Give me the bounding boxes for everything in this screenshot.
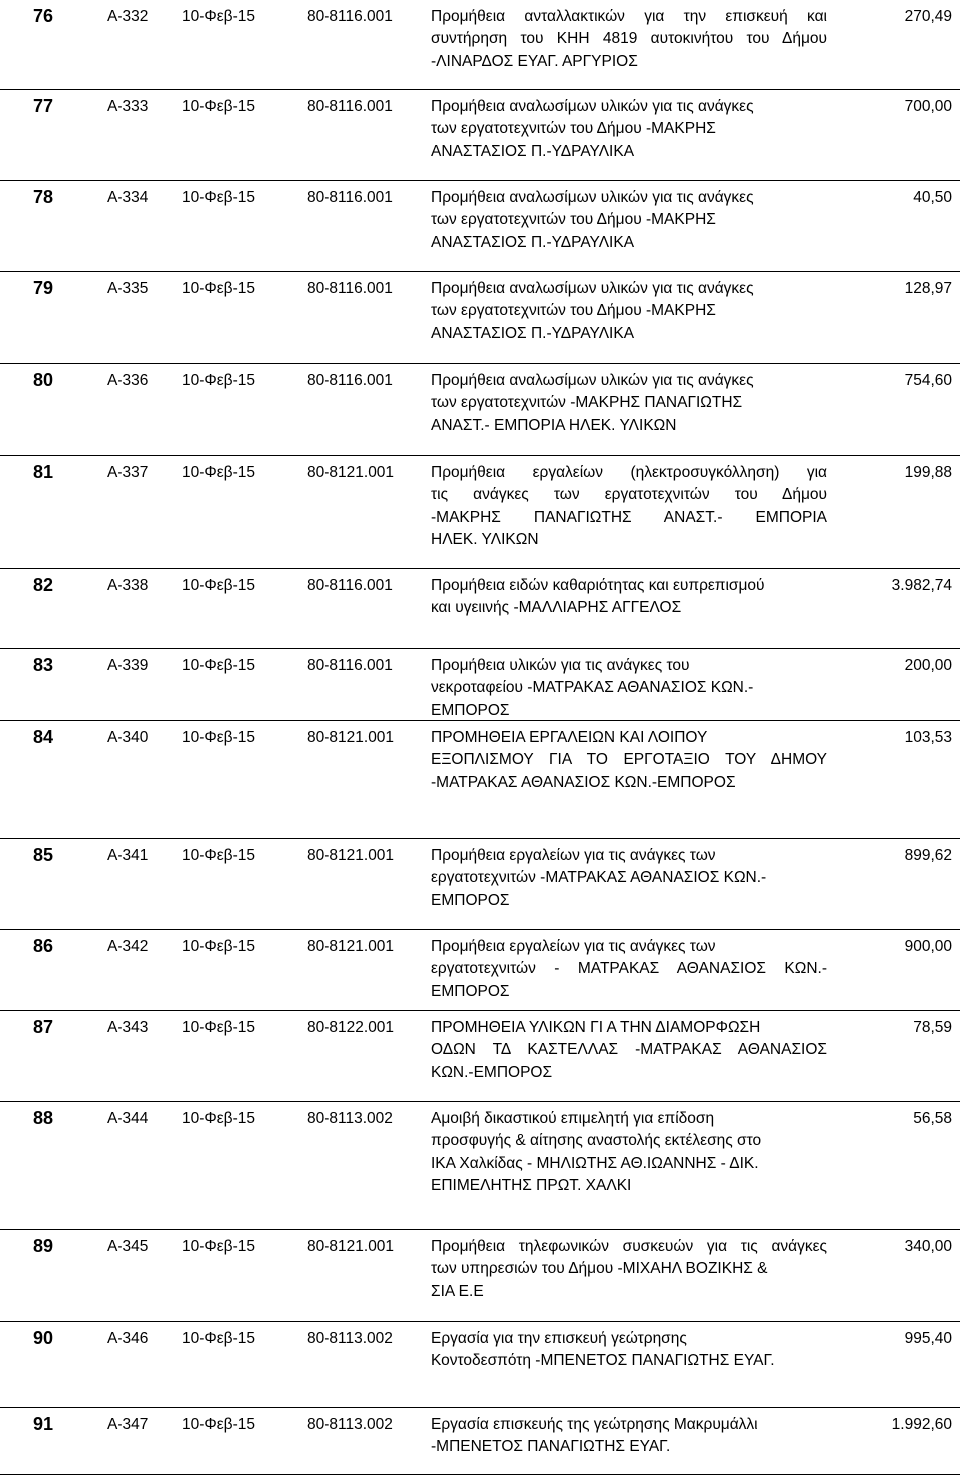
row-number: 80 [33,370,54,390]
description-line: Προμήθεια υλικών για τις ανάγκες του [431,657,690,674]
description-line: ΠΡΟΜΗΘΕΙΑ ΕΡΓΑΛΕΙΩΝ ΚΑΙ ΛΟΙΠΟΥ [431,729,708,746]
description-line: Κοντοδεσπότη -ΜΠΕΝΕΤΟΣ ΠΑΝΑΓΙΩΤΗΣ ΕΥΑΓ. [431,1352,775,1370]
amount: 3.982,74 [891,577,952,594]
description [431,6,831,73]
row-number: 84 [33,727,54,747]
issue-date: 10-Φεβ-15 [182,8,255,25]
table-row [0,838,960,929]
description [431,575,831,620]
issue-date: 10-Φεβ-15 [182,189,255,206]
description-line: Προμήθεια ανταλλακτικών για την επισκευή και [431,8,827,25]
budget-code: 80-8113.002 [307,1416,393,1433]
description-line: -ΜΠΕΝΕΤΟΣ ΠΑΝΑΓΙΩΤΗΣ ΕΥΑΓ. [431,1438,671,1456]
budget-code: 80-8113.002 [307,1330,393,1347]
description [431,1328,831,1373]
reference-code: Α-333 [107,98,149,115]
description-line: -ΛΙΝΑΡΔΟΣ ΕΥΑΓ. ΑΡΓΥΡΙΟΣ [431,52,638,70]
description-line: ΑΝΑΣΤΑΣΙΟΣ Π.-ΥΔΡΑΥΛΙΚΑ [431,233,635,251]
description-line: -ΜΑΚΡΗΣ ΠΑΝΑΓΙΩΤΗΣ ΑΝΑΣΤ.- ΕΜΠΟΡΙΑ [431,508,827,526]
description-line: Αμοιβή δικαστικού επιμελητή για επίδοση [431,1110,715,1127]
amount: 128,97 [904,280,952,297]
budget-code: 80-8116.001 [307,280,393,297]
row-number: 86 [33,936,54,956]
amount: 200,00 [904,657,952,674]
amount: 899,62 [904,847,952,864]
table-row [0,1101,960,1229]
reference-code: Α-334 [107,189,149,206]
description-line: ΑΝΑΣΤΑΣΙΟΣ Π.-ΥΔΡΑΥΛΙΚΑ [431,324,635,342]
issue-date: 10-Φεβ-15 [182,372,255,389]
description-line: ΙΚΑ Χαλκίδας - ΜΗΛΙΩΤΗΣ ΑΘ.ΙΩΑΝΝΗΣ - ΔΙΚ. [431,1154,759,1172]
budget-code: 80-8116.001 [307,8,393,25]
reference-code: Α-347 [107,1416,149,1433]
issue-date: 10-Φεβ-15 [182,98,255,115]
table-row [0,648,960,720]
budget-code: 80-8116.001 [307,577,393,594]
description-line: Προμήθεια ειδών καθαριότητας και ευπρεπισμού [431,577,765,594]
description-line: ΕΠΙΜΕΛΗΤΗΣ ΠΡΩΤ. ΧΑΛΚΙ [431,1177,632,1195]
budget-code: 80-8116.001 [307,98,393,115]
amount: 700,00 [904,98,952,115]
description-line: Προμήθεια αναλωσίμων υλικών για τις ανάγκες [431,280,754,297]
table-row [0,1229,960,1321]
issue-date: 10-Φεβ-15 [182,1019,255,1036]
issue-date: 10-Φεβ-15 [182,938,255,955]
description [431,727,831,794]
description [431,655,831,722]
description-line: Προμήθεια αναλωσίμων υλικών για τις ανάγκες [431,372,754,389]
description-line: των εργατοτεχνιτών του Δήμου -ΜΑΚΡΗΣ [431,302,716,320]
table-row [0,363,960,455]
table-row [0,89,960,180]
table-row [0,720,960,838]
description-line: ΠΡΟΜΗΘΕΙΑ ΥΛΙΚΩΝ ΓΙ Α ΤΗΝ ΔΙΑΜΟΡΦΩΣΗ [431,1019,761,1036]
issue-date: 10-Φεβ-15 [182,464,255,481]
description-line: Προμήθεια εργαλείων για τις ανάγκες των [431,938,716,955]
row-number: 90 [33,1328,54,1348]
amount: 103,53 [904,729,952,746]
budget-code: 80-8121.001 [307,938,395,955]
issue-date: 10-Φεβ-15 [182,729,255,746]
description-line: ΕΞΟΠΛΙΣΜΟΥ ΓΙΑ ΤΟ ΕΡΓΟΤΑΞΙΟ ΤΟΥ ΔΗΜΟΥ [431,751,827,769]
description-line: Προμήθεια αναλωσίμων υλικών για τις ανάγκες [431,98,754,115]
table-row [0,180,960,271]
issue-date: 10-Φεβ-15 [182,1330,255,1347]
description-line: των εργατοτεχνιτών του Δήμου -ΜΑΚΡΗΣ [431,211,716,229]
reference-code: Α-340 [107,729,149,746]
reference-code: Α-338 [107,577,149,594]
budget-code: 80-8116.001 [307,189,393,206]
row-number: 78 [33,187,54,207]
reference-code: Α-342 [107,938,149,955]
description-line: και υγειινής -ΜΑΛΛΙΑΡΗΣ ΑΓΓΕΛΟΣ [431,599,682,617]
row-number: 87 [33,1017,54,1037]
reference-code: Α-339 [107,657,149,674]
description-line: εργατοτεχνιτών - ΜΑΤΡΑΚΑΣ ΑΘΑΝΑΣΙΟΣ ΚΩΝ.- [431,960,827,978]
table-row [0,1010,960,1101]
table-row [0,1321,960,1407]
table-row [0,929,960,1010]
description-line: των υπηρεσιών του Δήμου -ΜΙΧΑΗΛ ΒΟΖΙΚΗΣ & [431,1260,768,1278]
issue-date: 10-Φεβ-15 [182,1238,255,1255]
description-line: ΗΛΕΚ. ΥΛΙΚΩΝ [431,531,539,549]
description-line: -ΜΑΤΡΑΚΑΣ ΑΘΑΝΑΣΙΟΣ ΚΩΝ.-ΕΜΠΟΡΟΣ [431,773,736,791]
table-row [0,271,960,363]
amount: 40,50 [913,189,952,206]
table-row [0,0,960,89]
description-line: Προμήθεια τηλεφωνικών συσκευών για τις ανάγκες [431,1238,827,1255]
description [431,845,831,912]
reference-code: Α-346 [107,1330,149,1347]
reference-code: Α-343 [107,1019,149,1036]
description-line: Προμήθεια αναλωσίμων υλικών για τις ανάγκες [431,189,754,206]
description-line: ΑΝΑΣΤ.- ΕΜΠΟΡΙΑ ΗΛΕΚ. ΥΛΙΚΩΝ [431,416,677,434]
description-line: εργατοτεχνιτών -ΜΑΤΡΑΚΑΣ ΑΘΑΝΑΣΙΟΣ ΚΩΝ.- [431,869,767,887]
row-number: 83 [33,655,54,675]
description-line: Προμήθεια εργαλείων για τις ανάγκες των [431,847,716,864]
reference-code: Α-332 [107,8,149,25]
budget-code: 80-8113.002 [307,1110,393,1127]
description-line: νεκροταφείου -ΜΑΤΡΑΚΑΣ ΑΘΑΝΑΣΙΟΣ ΚΩΝ.- [431,679,754,697]
amount: 754,60 [904,372,952,389]
amount: 78,59 [913,1019,952,1036]
issue-date: 10-Φεβ-15 [182,577,255,594]
reference-code: Α-335 [107,280,149,297]
description [431,187,831,254]
row-number: 77 [33,96,54,116]
amount: 900,00 [904,938,952,955]
description-line: Εργασία για την επισκευή γεώτρησης [431,1330,687,1347]
table-row [0,1407,960,1475]
issue-date: 10-Φεβ-15 [182,847,255,864]
description [431,936,831,1003]
description-line: ΣΙΑ Ε.Ε [431,1282,484,1300]
amount: 340,00 [904,1238,952,1255]
reference-code: Α-344 [107,1110,149,1127]
row-number: 91 [33,1414,54,1434]
description-line: τις ανάγκες των εργατοτεχνιτών του Δήμου [431,486,827,504]
reference-code: Α-337 [107,464,149,481]
description-line: ΚΩΝ.-ΕΜΠΟΡΟΣ [431,1063,553,1081]
description-line: ΕΜΠΟΡΟΣ [431,982,510,1000]
description-line: ΕΜΠΟΡΟΣ [431,891,510,909]
row-number: 85 [33,845,54,865]
budget-code: 80-8121.001 [307,847,395,864]
description-line: των εργατοτεχνιτών -ΜΑΚΡΗΣ ΠΑΝΑΓΙΩΤΗΣ [431,394,743,412]
description [431,1017,831,1084]
reference-code: Α-336 [107,372,149,389]
description [431,1236,831,1303]
description-line: ΑΝΑΣΤΑΣΙΟΣ Π.-ΥΔΡΑΥΛΙΚΑ [431,142,635,160]
description [431,370,831,437]
row-number: 76 [33,6,54,26]
row-number: 79 [33,278,54,298]
description-line: των εργατοτεχνιτών του Δήμου -ΜΑΚΡΗΣ [431,120,716,138]
description [431,462,831,552]
row-number: 89 [33,1236,54,1256]
budget-code: 80-8116.001 [307,657,393,674]
budget-code: 80-8121.001 [307,464,395,481]
budget-code: 80-8116.001 [307,372,393,389]
description-line: συντήρηση του ΚΗΗ 4819 αυτοκινήτου του Δήμου [431,30,827,48]
table-row [0,455,960,568]
description [431,1414,831,1459]
description [431,96,831,163]
issue-date: 10-Φεβ-15 [182,657,255,674]
description-line: ΕΜΠΟΡΟΣ [431,701,510,719]
reference-code: Α-341 [107,847,149,864]
issue-date: 10-Φεβ-15 [182,1110,255,1127]
row-number: 88 [33,1108,54,1128]
table-row [0,568,960,648]
description-line: προσφυγής & αίτησης αναστολής εκτέλεσης στο [431,1132,762,1150]
budget-code: 80-8121.001 [307,1238,395,1255]
amount: 56,58 [913,1110,952,1127]
description [431,278,831,345]
budget-code: 80-8121.001 [307,729,395,746]
description-line: ΟΔΩΝ ΤΔ ΚΑΣΤΕΛΛΑΣ -ΜΑΤΡΑΚΑΣ ΑΘΑΝΑΣΙΟΣ [431,1041,827,1059]
budget-code: 80-8122.001 [307,1019,395,1036]
amount: 1.992,60 [891,1416,952,1433]
row-number: 81 [33,462,54,482]
issue-date: 10-Φεβ-15 [182,280,255,297]
amount: 995,40 [904,1330,952,1347]
issue-date: 10-Φεβ-15 [182,1416,255,1433]
description-line: Προμήθεια εργαλείων (ηλεκτροσυγκόλληση) για [431,464,827,481]
amount: 199,88 [904,464,952,481]
row-number: 82 [33,575,54,595]
description-line: Εργασία επισκευής της γεώτρησης Μακρυμάλλι [431,1416,758,1433]
amount: 270,49 [904,8,952,25]
reference-code: Α-345 [107,1238,149,1255]
description [431,1108,831,1198]
